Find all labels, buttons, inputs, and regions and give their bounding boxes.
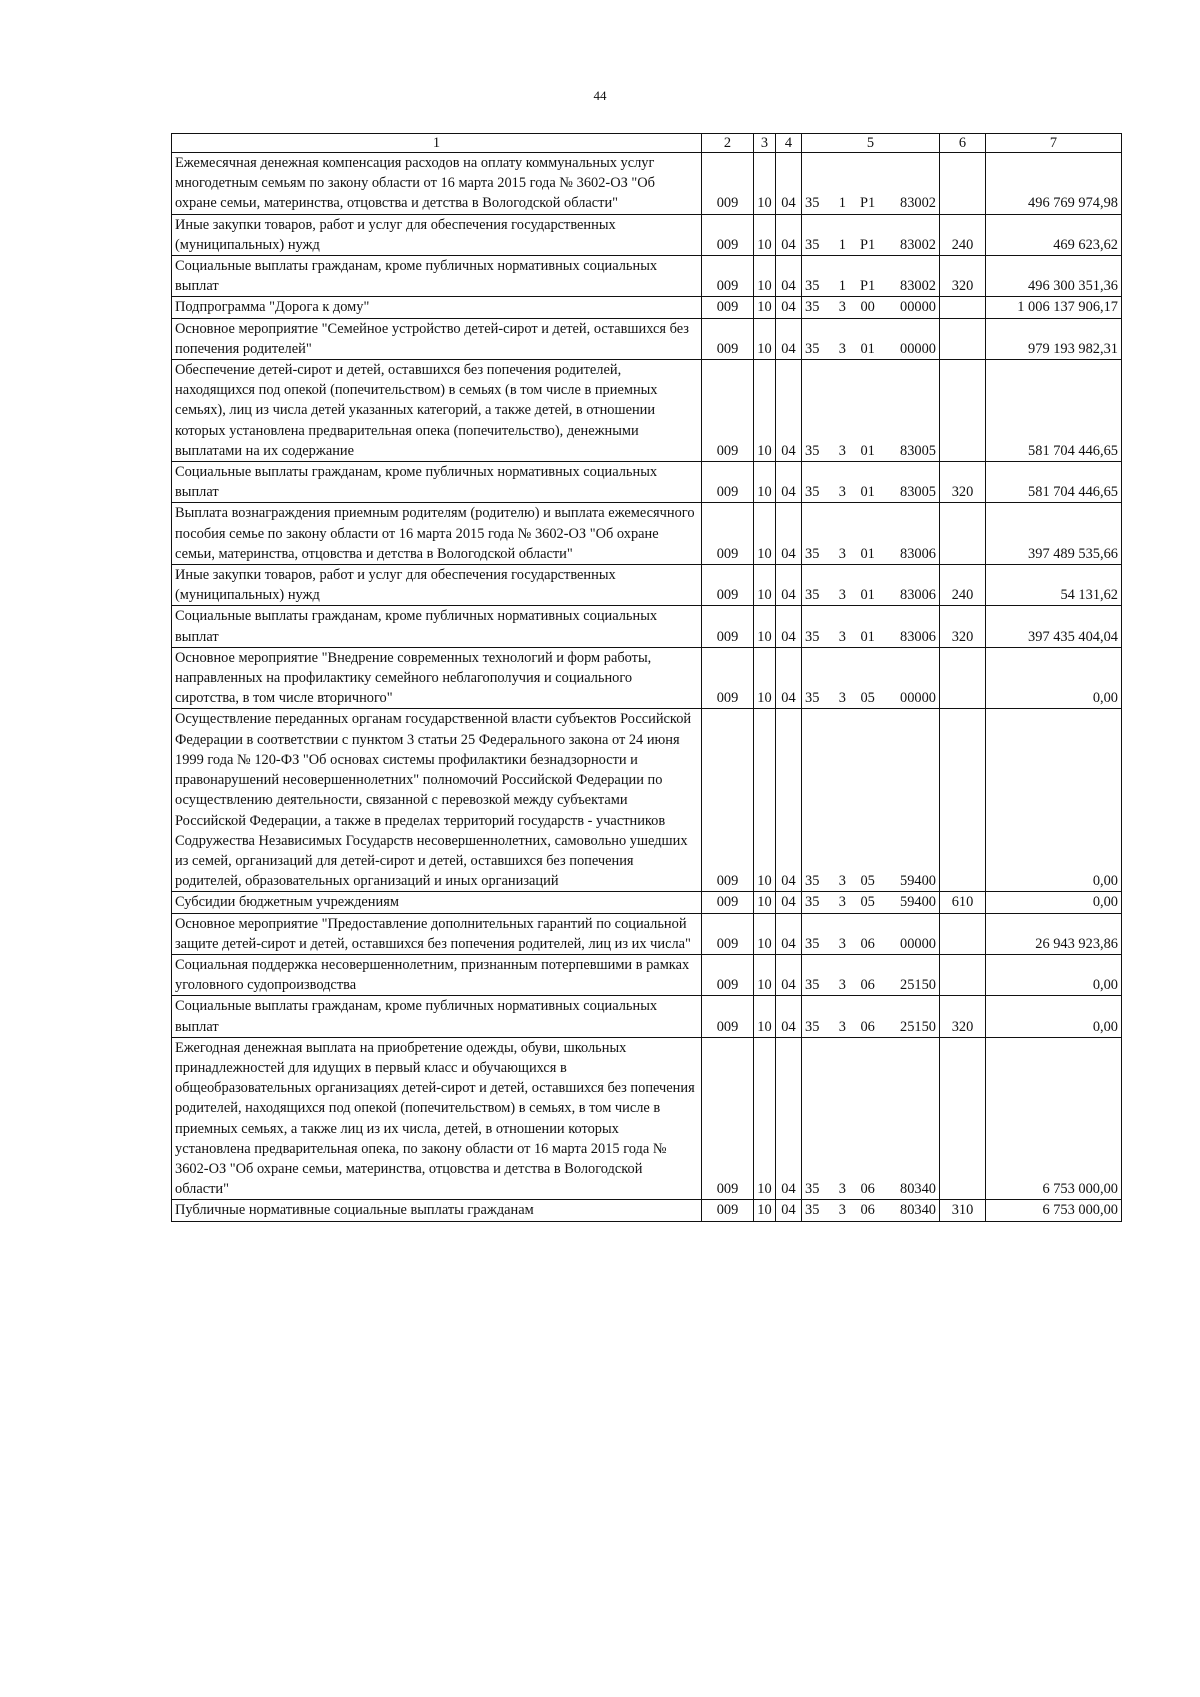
target-direction: 83006 <box>900 628 936 645</box>
target-direction: 80340 <box>900 1181 936 1198</box>
table-row <box>172 318 1122 359</box>
row-ministry-code: 009 <box>702 462 754 503</box>
row-expense-type <box>940 709 986 892</box>
row-ministry-code: 009 <box>702 297 754 318</box>
row-ministry-code: 009 <box>702 996 754 1037</box>
row-description: Социальные выплаты гражданам, кроме публичных нормативных социальных выплат <box>172 606 702 647</box>
target-program: 35 <box>805 340 820 357</box>
row-ministry-code: 009 <box>702 892 754 913</box>
target-direction: 83002 <box>900 195 936 212</box>
row-amount: 469 623,62 <box>986 214 1122 255</box>
target-direction: 83006 <box>900 587 936 604</box>
row-target-article <box>802 954 940 995</box>
row-section-code: 10 <box>754 996 776 1037</box>
table-row <box>172 360 1122 462</box>
row-target-article <box>802 996 940 1037</box>
row-target-article <box>802 360 940 462</box>
row-ministry-code: 009 <box>702 256 754 297</box>
row-subsection-code: 04 <box>776 297 802 318</box>
row-subsection-code: 04 <box>776 503 802 565</box>
row-ministry-code: 009 <box>702 1200 754 1221</box>
target-direction: 83005 <box>900 484 936 501</box>
row-expense-type: 310 <box>940 1200 986 1221</box>
target-direction: 25150 <box>900 1018 936 1035</box>
row-amount: 581 704 446,65 <box>986 360 1122 462</box>
row-subsection-code: 04 <box>776 214 802 255</box>
target-main-event: P1 <box>860 278 876 295</box>
row-expense-type <box>940 1037 986 1200</box>
row-amount: 397 489 535,66 <box>986 503 1122 565</box>
target-direction: 00000 <box>900 340 936 357</box>
table-row <box>172 297 1122 318</box>
table-row <box>172 1200 1122 1221</box>
target-subprogram: 3 <box>838 873 846 890</box>
table-row <box>172 503 1122 565</box>
target-subprogram: 3 <box>838 1202 846 1219</box>
row-amount: 6 753 000,00 <box>986 1037 1122 1200</box>
row-section-code: 10 <box>754 360 776 462</box>
row-amount: 26 943 923,86 <box>986 913 1122 954</box>
target-main-event: 01 <box>860 340 875 357</box>
row-description: Подпрограмма "Дорога к дому" <box>172 297 702 318</box>
row-amount: 979 193 982,31 <box>986 318 1122 359</box>
row-subsection-code: 04 <box>776 318 802 359</box>
row-expense-type: 320 <box>940 256 986 297</box>
row-description: Социальные выплаты гражданам, кроме публичных нормативных социальных выплат <box>172 462 702 503</box>
target-subprogram: 3 <box>838 442 846 459</box>
row-amount: 496 769 974,98 <box>986 153 1122 215</box>
row-ministry-code: 009 <box>702 503 754 565</box>
target-program: 35 <box>805 1018 820 1035</box>
row-description: Ежегодная денежная выплата на приобретение одежды, обуви, школьных принадлежностей для идущих в первый класс и обучающихся в общеобразовательных организациях детей-сирот и детей, оставшихся без попечения родителей, находящихся под опекой (попечительством) в семьях, в том числе в приемных семьях, а также лиц из их числа, детей, в отношении которых установлена предварительная опека, по закону области от 16 марта 2015 года № 3602-ОЗ "Об охране семьи, материнства, отцовства и детства в Вологодской области" <box>172 1037 702 1200</box>
row-amount: 581 704 446,65 <box>986 462 1122 503</box>
row-target-article <box>802 318 940 359</box>
row-expense-type <box>940 913 986 954</box>
row-ministry-code: 009 <box>702 153 754 215</box>
row-expense-type <box>940 297 986 318</box>
table-row <box>172 709 1122 892</box>
row-expense-type: 320 <box>940 462 986 503</box>
row-section-code: 10 <box>754 913 776 954</box>
table-row <box>172 996 1122 1037</box>
row-subsection-code: 04 <box>776 1037 802 1200</box>
row-description: Ежемесячная денежная компенсация расходов на оплату коммунальных услуг многодетным семьям по закону области от 16 марта 2015 года № 3602-ОЗ "Об охране семьи, материнства, отцовства и детства в Вологодской области" <box>172 153 702 215</box>
row-description: Осуществление переданных органам государственной власти субъектов Российской Федерации в соответствии с пунктом 3 статьи 25 Федерального закона от 24 июня 1999 года № 120-ФЗ "Об основах системы профилактики безнадзорности и правонарушений несовершеннолетних" полномочий Российской Федерации по осуществлению деятельности, связанной с перевозкой между субъектами Российской Федерации, а также в пределах территорий государств - участников Содружества Независимых Государств несовершеннолетних, самовольно ушедших из семей, организаций для детей-сирот и детей, оставшихся без попечения родителей, образовательных организаций и иных организаций <box>172 709 702 892</box>
row-subsection-code: 04 <box>776 996 802 1037</box>
target-subprogram: 1 <box>838 236 846 253</box>
header-col-6: 6 <box>940 134 986 153</box>
target-direction: 83006 <box>900 545 936 562</box>
row-amount: 54 131,62 <box>986 565 1122 606</box>
target-program: 35 <box>805 484 820 501</box>
row-ministry-code: 009 <box>702 565 754 606</box>
row-target-article <box>802 153 940 215</box>
row-expense-type: 320 <box>940 996 986 1037</box>
row-target-article <box>802 892 940 913</box>
target-direction: 59400 <box>900 873 936 890</box>
target-subprogram: 3 <box>838 340 846 357</box>
target-main-event: 01 <box>860 628 875 645</box>
row-expense-type <box>940 503 986 565</box>
target-subprogram: 3 <box>838 977 846 994</box>
row-subsection-code: 04 <box>776 913 802 954</box>
target-program: 35 <box>805 442 820 459</box>
row-ministry-code: 009 <box>702 318 754 359</box>
target-program: 35 <box>805 690 820 707</box>
row-amount: 496 300 351,36 <box>986 256 1122 297</box>
row-expense-type: 610 <box>940 892 986 913</box>
target-main-event: 05 <box>860 690 875 707</box>
table-row <box>172 565 1122 606</box>
row-ministry-code: 009 <box>702 360 754 462</box>
row-amount: 0,00 <box>986 996 1122 1037</box>
target-main-event: 01 <box>860 545 875 562</box>
table-row <box>172 954 1122 995</box>
row-subsection-code: 04 <box>776 647 802 709</box>
row-amount: 0,00 <box>986 647 1122 709</box>
row-subsection-code: 04 <box>776 606 802 647</box>
budget-table <box>171 133 1122 1222</box>
row-expense-type <box>940 954 986 995</box>
header-col-5: 5 <box>802 134 940 153</box>
target-subprogram: 3 <box>838 587 846 604</box>
row-target-article <box>802 214 940 255</box>
row-ministry-code: 009 <box>702 913 754 954</box>
row-ministry-code: 009 <box>702 214 754 255</box>
row-section-code: 10 <box>754 318 776 359</box>
target-main-event: P1 <box>860 195 876 212</box>
page-number: 44 <box>593 88 607 103</box>
row-description: Социальная поддержка несовершеннолетним, признанным потерпевшими в рамках уголовного судопроизводства <box>172 954 702 995</box>
row-amount: 0,00 <box>986 892 1122 913</box>
table-row <box>172 913 1122 954</box>
target-main-event: 05 <box>860 873 875 890</box>
row-description: Выплата вознаграждения приемным родителям (родителю) и выплата ежемесячного пособия семье по закону области от 16 марта 2015 года № 3602-ОЗ "Об охране семьи, материнства, отцовства и детства в Вологодской области" <box>172 503 702 565</box>
row-section-code: 10 <box>754 954 776 995</box>
table-header-row <box>172 134 1122 153</box>
row-expense-type: 240 <box>940 214 986 255</box>
header-col-7: 7 <box>986 134 1122 153</box>
target-program: 35 <box>805 587 820 604</box>
target-program: 35 <box>805 894 820 911</box>
target-main-event: 06 <box>860 1202 875 1219</box>
target-main-event: 06 <box>860 977 875 994</box>
row-target-article <box>802 256 940 297</box>
target-subprogram: 3 <box>838 935 846 952</box>
row-expense-type: 320 <box>940 606 986 647</box>
target-main-event: P1 <box>860 236 876 253</box>
row-target-article <box>802 297 940 318</box>
target-subprogram: 3 <box>838 1181 846 1198</box>
row-target-article <box>802 709 940 892</box>
row-ministry-code: 009 <box>702 647 754 709</box>
row-expense-type <box>940 153 986 215</box>
target-direction: 59400 <box>900 894 936 911</box>
row-description: Основное мероприятие "Семейное устройство детей-сирот и детей, оставшихся без попечения родителей" <box>172 318 702 359</box>
row-description: Публичные нормативные социальные выплаты гражданам <box>172 1200 702 1221</box>
row-section-code: 10 <box>754 606 776 647</box>
target-subprogram: 3 <box>838 628 846 645</box>
row-ministry-code: 009 <box>702 709 754 892</box>
target-program: 35 <box>805 278 820 295</box>
row-section-code: 10 <box>754 153 776 215</box>
row-subsection-code: 04 <box>776 565 802 606</box>
target-main-event: 01 <box>860 484 875 501</box>
row-target-article <box>802 913 940 954</box>
row-description: Основное мероприятие "Предоставление дополнительных гарантий по социальной защите детей-сирот и детей, оставшихся без попечения родителей, лиц из их числа" <box>172 913 702 954</box>
table-row <box>172 214 1122 255</box>
row-section-code: 10 <box>754 214 776 255</box>
target-subprogram: 1 <box>838 278 846 295</box>
row-expense-type: 240 <box>940 565 986 606</box>
row-section-code: 10 <box>754 1037 776 1200</box>
row-section-code: 10 <box>754 565 776 606</box>
target-subprogram: 3 <box>838 299 846 316</box>
target-program: 35 <box>805 545 820 562</box>
row-expense-type <box>940 647 986 709</box>
row-target-article <box>802 1037 940 1200</box>
target-program: 35 <box>805 628 820 645</box>
header-col-2: 2 <box>702 134 754 153</box>
row-description: Иные закупки товаров, работ и услуг для обеспечения государственных (муниципальных) нужд <box>172 214 702 255</box>
target-program: 35 <box>805 1202 820 1219</box>
row-section-code: 10 <box>754 647 776 709</box>
row-description: Иные закупки товаров, работ и услуг для обеспечения государственных (муниципальных) нужд <box>172 565 702 606</box>
target-subprogram: 3 <box>838 1018 846 1035</box>
row-amount: 0,00 <box>986 709 1122 892</box>
target-direction: 80340 <box>900 1202 936 1219</box>
target-subprogram: 3 <box>838 894 846 911</box>
row-expense-type <box>940 360 986 462</box>
target-direction: 83005 <box>900 442 936 459</box>
target-program: 35 <box>805 977 820 994</box>
row-description: Основное мероприятие "Внедрение современных технологий и форм работы, направленных на профилактику семейного неблагополучия и социального сиротства, в том числе вторичного" <box>172 647 702 709</box>
row-target-article <box>802 462 940 503</box>
target-main-event: 00 <box>860 299 875 316</box>
row-amount: 6 753 000,00 <box>986 1200 1122 1221</box>
row-subsection-code: 04 <box>776 709 802 892</box>
row-ministry-code: 009 <box>702 1037 754 1200</box>
row-target-article <box>802 647 940 709</box>
row-description: Обеспечение детей-сирот и детей, оставшихся без попечения родителей, находящихся под опекой (попечительством) в семьях (в том числе в приемных семьях), лиц из числа детей указанных категорий, а также детей, в отношении которых установлена предварительная опека (попечительство), денежными выплатами на их содержание <box>172 360 702 462</box>
row-section-code: 10 <box>754 892 776 913</box>
target-direction: 00000 <box>900 299 936 316</box>
target-main-event: 05 <box>860 894 875 911</box>
target-main-event: 06 <box>860 935 875 952</box>
row-section-code: 10 <box>754 1200 776 1221</box>
target-main-event: 01 <box>860 442 875 459</box>
row-target-article <box>802 1200 940 1221</box>
target-program: 35 <box>805 935 820 952</box>
row-section-code: 10 <box>754 462 776 503</box>
row-section-code: 10 <box>754 256 776 297</box>
row-subsection-code: 04 <box>776 360 802 462</box>
row-subsection-code: 04 <box>776 892 802 913</box>
row-ministry-code: 009 <box>702 606 754 647</box>
target-direction: 83002 <box>900 278 936 295</box>
row-expense-type <box>940 318 986 359</box>
row-subsection-code: 04 <box>776 256 802 297</box>
target-subprogram: 3 <box>838 690 846 707</box>
target-program: 35 <box>805 195 820 212</box>
header-col-4: 4 <box>776 134 802 153</box>
row-description: Социальные выплаты гражданам, кроме публичных нормативных социальных выплат <box>172 996 702 1037</box>
table-row <box>172 1037 1122 1200</box>
table-row <box>172 462 1122 503</box>
target-subprogram: 1 <box>838 195 846 212</box>
table-row <box>172 647 1122 709</box>
table-row <box>172 153 1122 215</box>
row-subsection-code: 04 <box>776 954 802 995</box>
row-section-code: 10 <box>754 709 776 892</box>
header-col-1: 1 <box>172 134 702 153</box>
row-description: Субсидии бюджетным учреждениям <box>172 892 702 913</box>
table-row <box>172 256 1122 297</box>
header-col-3: 3 <box>754 134 776 153</box>
table-row <box>172 892 1122 913</box>
target-program: 35 <box>805 299 820 316</box>
target-main-event: 06 <box>860 1181 875 1198</box>
row-description: Социальные выплаты гражданам, кроме публичных нормативных социальных выплат <box>172 256 702 297</box>
target-direction: 25150 <box>900 977 936 994</box>
target-subprogram: 3 <box>838 484 846 501</box>
row-ministry-code: 009 <box>702 954 754 995</box>
row-amount: 1 006 137 906,17 <box>986 297 1122 318</box>
row-amount: 397 435 404,04 <box>986 606 1122 647</box>
row-subsection-code: 04 <box>776 1200 802 1221</box>
row-target-article <box>802 503 940 565</box>
row-section-code: 10 <box>754 503 776 565</box>
target-program: 35 <box>805 873 820 890</box>
row-subsection-code: 04 <box>776 153 802 215</box>
target-direction: 00000 <box>900 690 936 707</box>
target-direction: 00000 <box>900 935 936 952</box>
row-amount: 0,00 <box>986 954 1122 995</box>
target-program: 35 <box>805 1181 820 1198</box>
table-row <box>172 606 1122 647</box>
row-target-article <box>802 606 940 647</box>
row-section-code: 10 <box>754 297 776 318</box>
target-main-event: 06 <box>860 1018 875 1035</box>
target-direction: 83002 <box>900 236 936 253</box>
row-target-article <box>802 565 940 606</box>
target-program: 35 <box>805 236 820 253</box>
target-main-event: 01 <box>860 587 875 604</box>
row-subsection-code: 04 <box>776 462 802 503</box>
target-subprogram: 3 <box>838 545 846 562</box>
